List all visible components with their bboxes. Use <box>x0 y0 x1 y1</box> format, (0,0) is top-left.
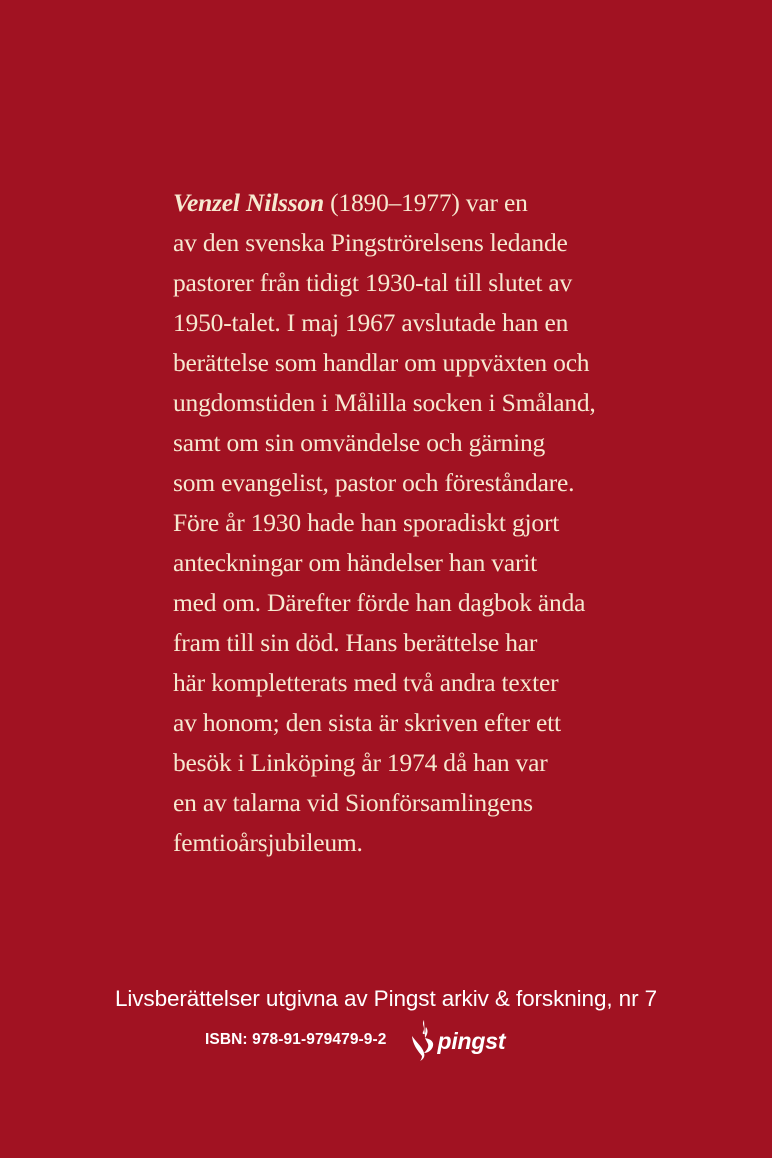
blurb-line: med om. Därefter förde han dagbok ända <box>173 588 586 617</box>
blurb-text <box>173 183 653 863</box>
blurb-line: femtioårsjubileum. <box>173 828 363 857</box>
blurb-line: besök i Linköping år 1974 då han var <box>173 748 548 777</box>
blurb-line: som evangelist, pastor och föreståndare. <box>173 468 575 497</box>
blurb-line: av den svenska Pingströrelsens ledande <box>173 228 568 257</box>
blurb-line: fram till sin död. Hans berättelse har <box>173 628 538 657</box>
blurb-line: samt om sin omvändelse och gärning <box>173 428 546 457</box>
pingst-wordmark: pingst <box>437 1027 506 1054</box>
author-name: Venzel Nilsson <box>173 188 324 217</box>
blurb-line: här kompletterats med två andra texter <box>173 668 559 697</box>
pingst-flame-icon <box>409 1018 437 1062</box>
publisher-footer <box>205 1018 505 1062</box>
blurb-line <box>173 183 653 223</box>
blurb-line: Före år 1930 hade han sporadiskt gjort <box>173 508 560 537</box>
series-title: Livsberättelser utgivna av Pingst arkiv & forskning, nr 7 <box>114 986 658 1011</box>
author-dates: (1890–1977) var en <box>323 188 528 217</box>
blurb-line: berättelse som handlar om uppväxten och <box>173 348 590 377</box>
blurb-line: pastorer från tidigt 1930-tal till slutet av <box>173 268 573 297</box>
isbn-number: ISBN: 978-91-979479-9-2 <box>205 1031 387 1048</box>
blurb-line: 1950-talet. I maj 1967 avslutade han en <box>173 308 569 337</box>
blurb-line: ungdomstiden i Målilla socken i Småland, <box>173 388 596 417</box>
pingst-logo <box>409 1018 506 1062</box>
blurb-line: av honom; den sista är skriven efter ett <box>173 708 561 737</box>
blurb-line: anteckningar om händelser han varit <box>173 548 538 577</box>
blurb-line: en av talarna vid Sionförsamlingens <box>173 788 533 817</box>
